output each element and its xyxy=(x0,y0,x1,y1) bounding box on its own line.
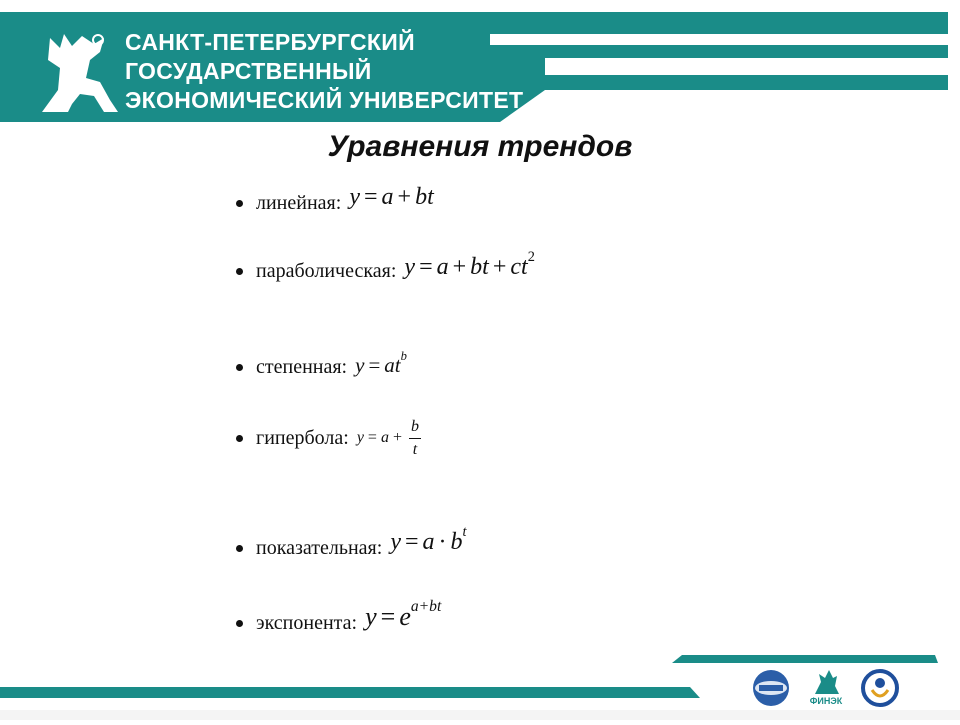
bullet-icon xyxy=(236,200,243,207)
university-building-logo-icon xyxy=(750,668,792,708)
formula-linear: y = a + bt xyxy=(349,184,434,210)
list-item-exponential xyxy=(236,523,467,562)
list-item-exponent xyxy=(236,597,442,638)
university-name-line-2: ГОСУДАРСТВЕННЫЙ xyxy=(125,58,372,84)
blue-emblem-logo-icon xyxy=(860,668,900,708)
item-label: параболическая: xyxy=(256,260,397,282)
formula-exponential: $y = a \cdot b^t$ xyxy=(390,523,467,555)
item-label: экспонента: xyxy=(256,611,358,634)
list-item-parabolic xyxy=(236,248,535,285)
partner-logos xyxy=(750,668,900,710)
list-item-linear xyxy=(236,184,434,217)
header-banner xyxy=(0,0,960,125)
bullet-icon xyxy=(236,364,243,371)
item-label: показательная: xyxy=(256,537,383,559)
university-name-line-1: САНКТ-ПЕТЕРБУРГСКИЙ xyxy=(125,29,415,55)
formula-hyperbola: y = a + $\frac{b}{t}$ xyxy=(356,418,419,458)
university-name-line-3: ЭКОНОМИЧЕСКИЙ УНИВЕРСИТЕТ xyxy=(125,87,524,113)
item-label: гипербола: xyxy=(256,426,349,449)
finec-logo-text: ФИНЭК xyxy=(809,696,843,706)
item-label: степенная: xyxy=(256,356,348,378)
bullet-icon xyxy=(236,620,243,627)
list-item-power xyxy=(236,349,407,380)
finec-logo xyxy=(804,668,848,710)
finec-griffin-icon xyxy=(811,668,841,696)
university-name xyxy=(125,28,523,115)
formula-parabolic: y = a + bt + $ct^2$ xyxy=(404,248,535,280)
formula-power: $y = at^b$ xyxy=(355,349,407,377)
item-label: линейная: xyxy=(256,192,342,214)
griffin-logo-icon xyxy=(20,20,130,120)
formula-exponent: $y = e^{a+bt}$ xyxy=(365,597,442,631)
list-item-hyperbola xyxy=(236,418,421,458)
bullet-icon xyxy=(236,268,243,275)
bullet-icon xyxy=(236,435,243,442)
slide-title: Уравнения трендов xyxy=(327,130,633,163)
bullet-icon xyxy=(236,545,243,552)
